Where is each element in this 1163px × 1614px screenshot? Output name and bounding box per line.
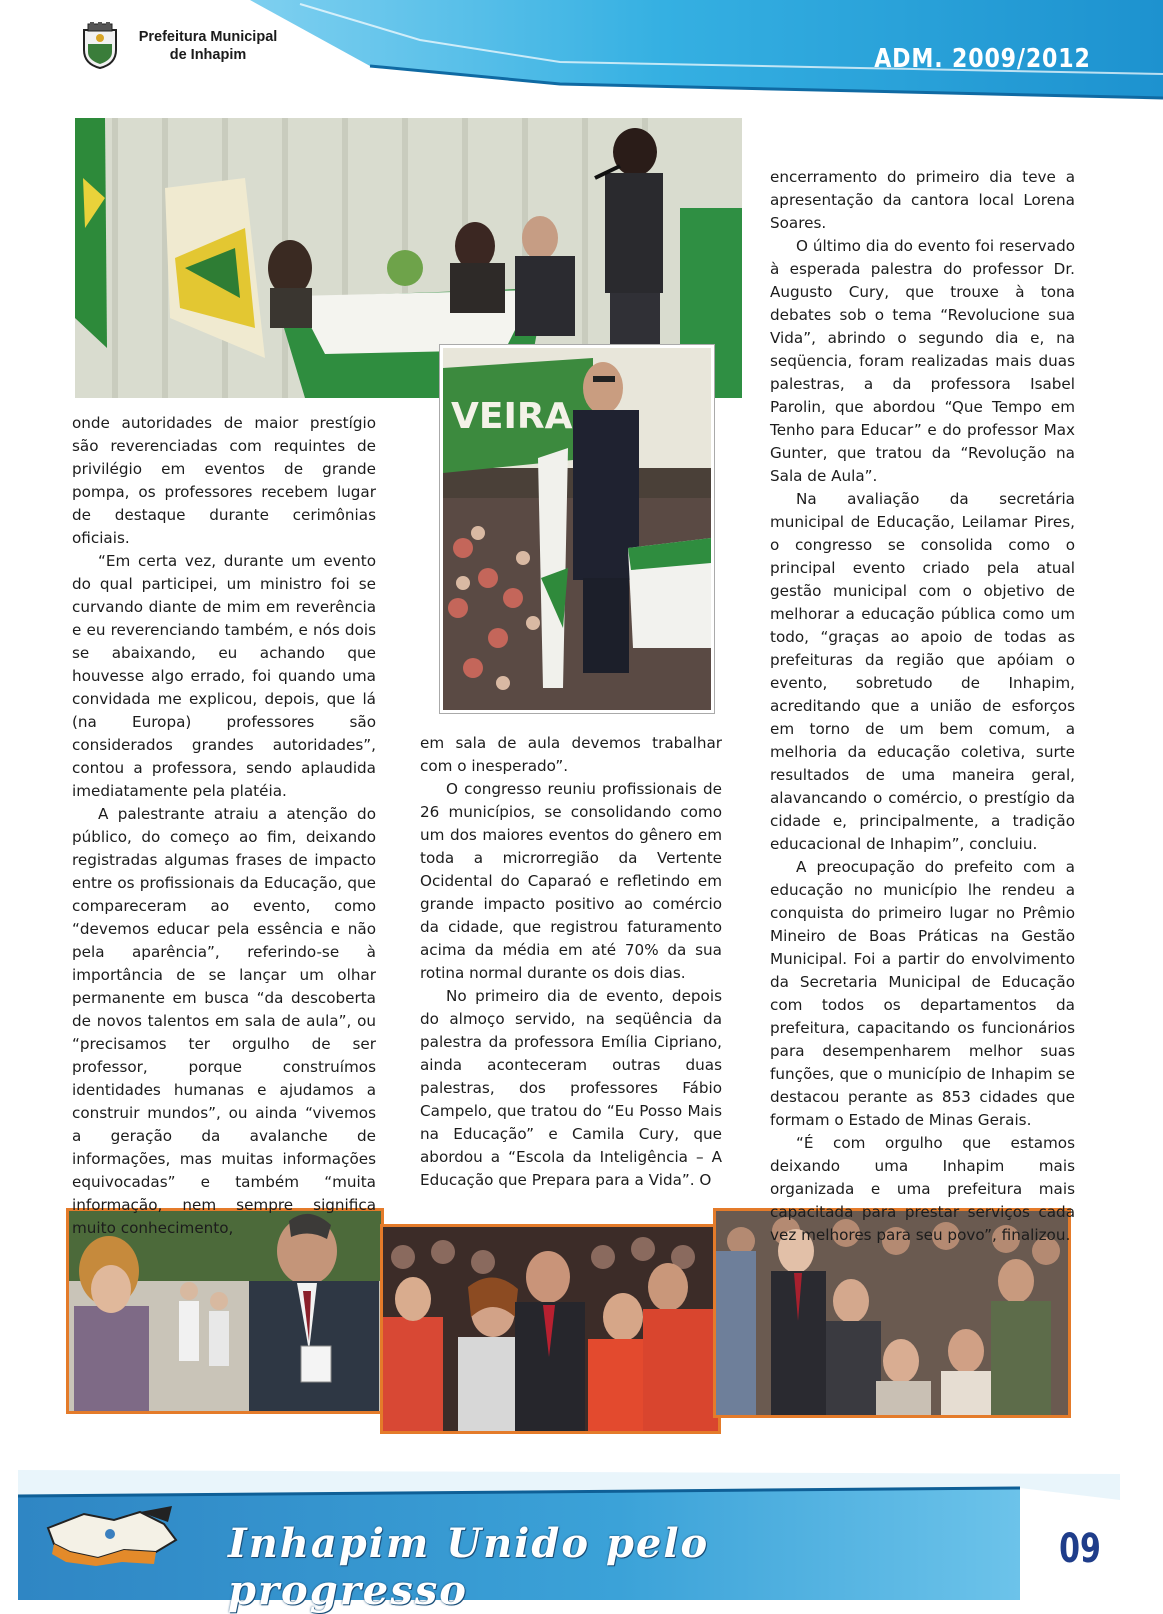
col2-paragraph: No primeiro dia de evento, depois do almoço servido, na seqüência da palestra da professora Emília Cipriano, ainda aconteceram outras duas palestras, dos professores Fábio Campelo, que tratou do “Eu Posso Mais na Educação” e Camila Cury, que abordou a “Escola da Inteligência – A Educação que Prepara para a Vida”. O [420,987,722,1189]
col1-paragraph: A palestrante atraiu a atenção do público, do começo ao fim, deixando registradas algumas frases de impacto entre os profissionais da Educação, que compareceram ao evento, como “devemos educar pela essência e não pela aparência”, referindo-se à importância de se lançar um olhar permanente em busca “da descoberta de novos talentos em sala de aula”, ou “precisamos ter orgulho de ser professor, porque construímos identidades humanas e ajudamos a construir mundos”, ou ainda “vivemos a geração da avalanche de informações, mas muitas informações equivocadas” e também “muita informação, nem sempre significa muito conhecimento, [72,805,376,1237]
col1-paragraph: “Em certa vez, durante um evento do qual participei, um ministro foi se curvando diante de mim em reverência e eu reverenciando também, e nós dois se abaixando, eu achando que houvesse algo errado, foi quando uma convidada me explicou, depois, que lá (na Europa) professores são considerados grandes autoridades”, contou a professora, sendo aplaudida imediatamente pela platéia. [72,552,376,800]
page-number: 09 [1059,1526,1101,1572]
administration-label: ADM. 2009/2012 [874,44,1091,74]
col3-paragraph: encerramento do primeiro dia teve a apresentação da cantora local Lorena Soares. [770,168,1075,232]
col3-paragraph: O último dia do evento foi reservado à esperada palestra do professor Dr. Augusto Cury, que trouxe à tona debates sob o tema “Revolucione sua Vida”, abrindo o segundo dia e, na seqüencia, foram realizadas mais duas palestras, a da professora Isabel Parolin, que abordou “Que Tempo em Tenho para Educar” e do professor Max Gunter, que tratou da “Revolução na Sala de Aula”. [770,237,1075,485]
org-name-line2: de Inhapim [169,47,247,63]
col2-paragraph: em sala de aula devemos trabalhar com o inesperado”. [420,734,722,775]
org-name-line1: Prefeitura Municipal [138,29,278,45]
org-name [128,28,288,64]
col1-paragraph: onde autoridades de maior prestígio são reverenciadas com requintes de privilégio em eventos de grande pompa, os professores recebem lugar de destaque durante cerimônias oficiais. [72,414,376,547]
col3-paragraph: “É com orgulho que estamos deixando uma Inhapim mais organizada e uma prefeitura mais capacitada para prestar serviços cada vez melhores para seu povo”, finalizou. [770,1134,1075,1244]
article-column-3 [770,166,1075,1247]
state-map-logo-icon [44,1506,204,1571]
col2-paragraph: O congresso reuniu profissionais de 26 municípios, se consolidando como um dos maiores eventos do gênero em toda a microrregião da Vertente Ocidental do Caparaó e refletindo em grande impacto positivo ao comércio da cidade, que registrou faturamento acima da média em até 70% da sua rotina normal durante os dois dias. [420,780,722,982]
photo-lecturer-banner [440,345,714,713]
footer-slogan: Inhapim Unido pelo progresso [228,1520,710,1614]
svg-text:VEIRA: VEIRA [451,396,573,437]
photo-group-teachers [380,1224,721,1434]
article-column-2 [420,732,722,1192]
col3-paragraph: A preocupação do prefeito com a educação no município lhe rendeu a conquista do primeiro lugar no Prêmio Mineiro de Boas Práticas na Gestão Municipal. Foi a partir do envolvimento da Secretaria Municipal de Educação com todos os departamentos da prefeitura, capacitando os funcionários para desempenharem melhor suas funções, que o município de Inhapim se destacou perante as 853 cidades que formam o Estado de Minas Gerais. [770,858,1075,1129]
col3-paragraph: Na avaliação da secretária municipal de Educação, Leilamar Pires, o congresso se consolida como o principal evento criado pela atual gestão municipal com o objetivo de melhorar a educação pública como um todo, “graças ao apoio de todas as prefeituras da região que apóiam o evento, sobretudo de Inhapim, acreditando que a união de esforços em torno de um bem comum, a melhoria da educação coletiva, surte resultados de uma maneira geral, alavancando o comércio, o prestígio da cidade e, principalmente, a tradição educacional de Inhapim”, concluiu. [770,490,1075,853]
coat-of-arms-icon [78,22,122,70]
article-column-1 [72,412,376,1240]
